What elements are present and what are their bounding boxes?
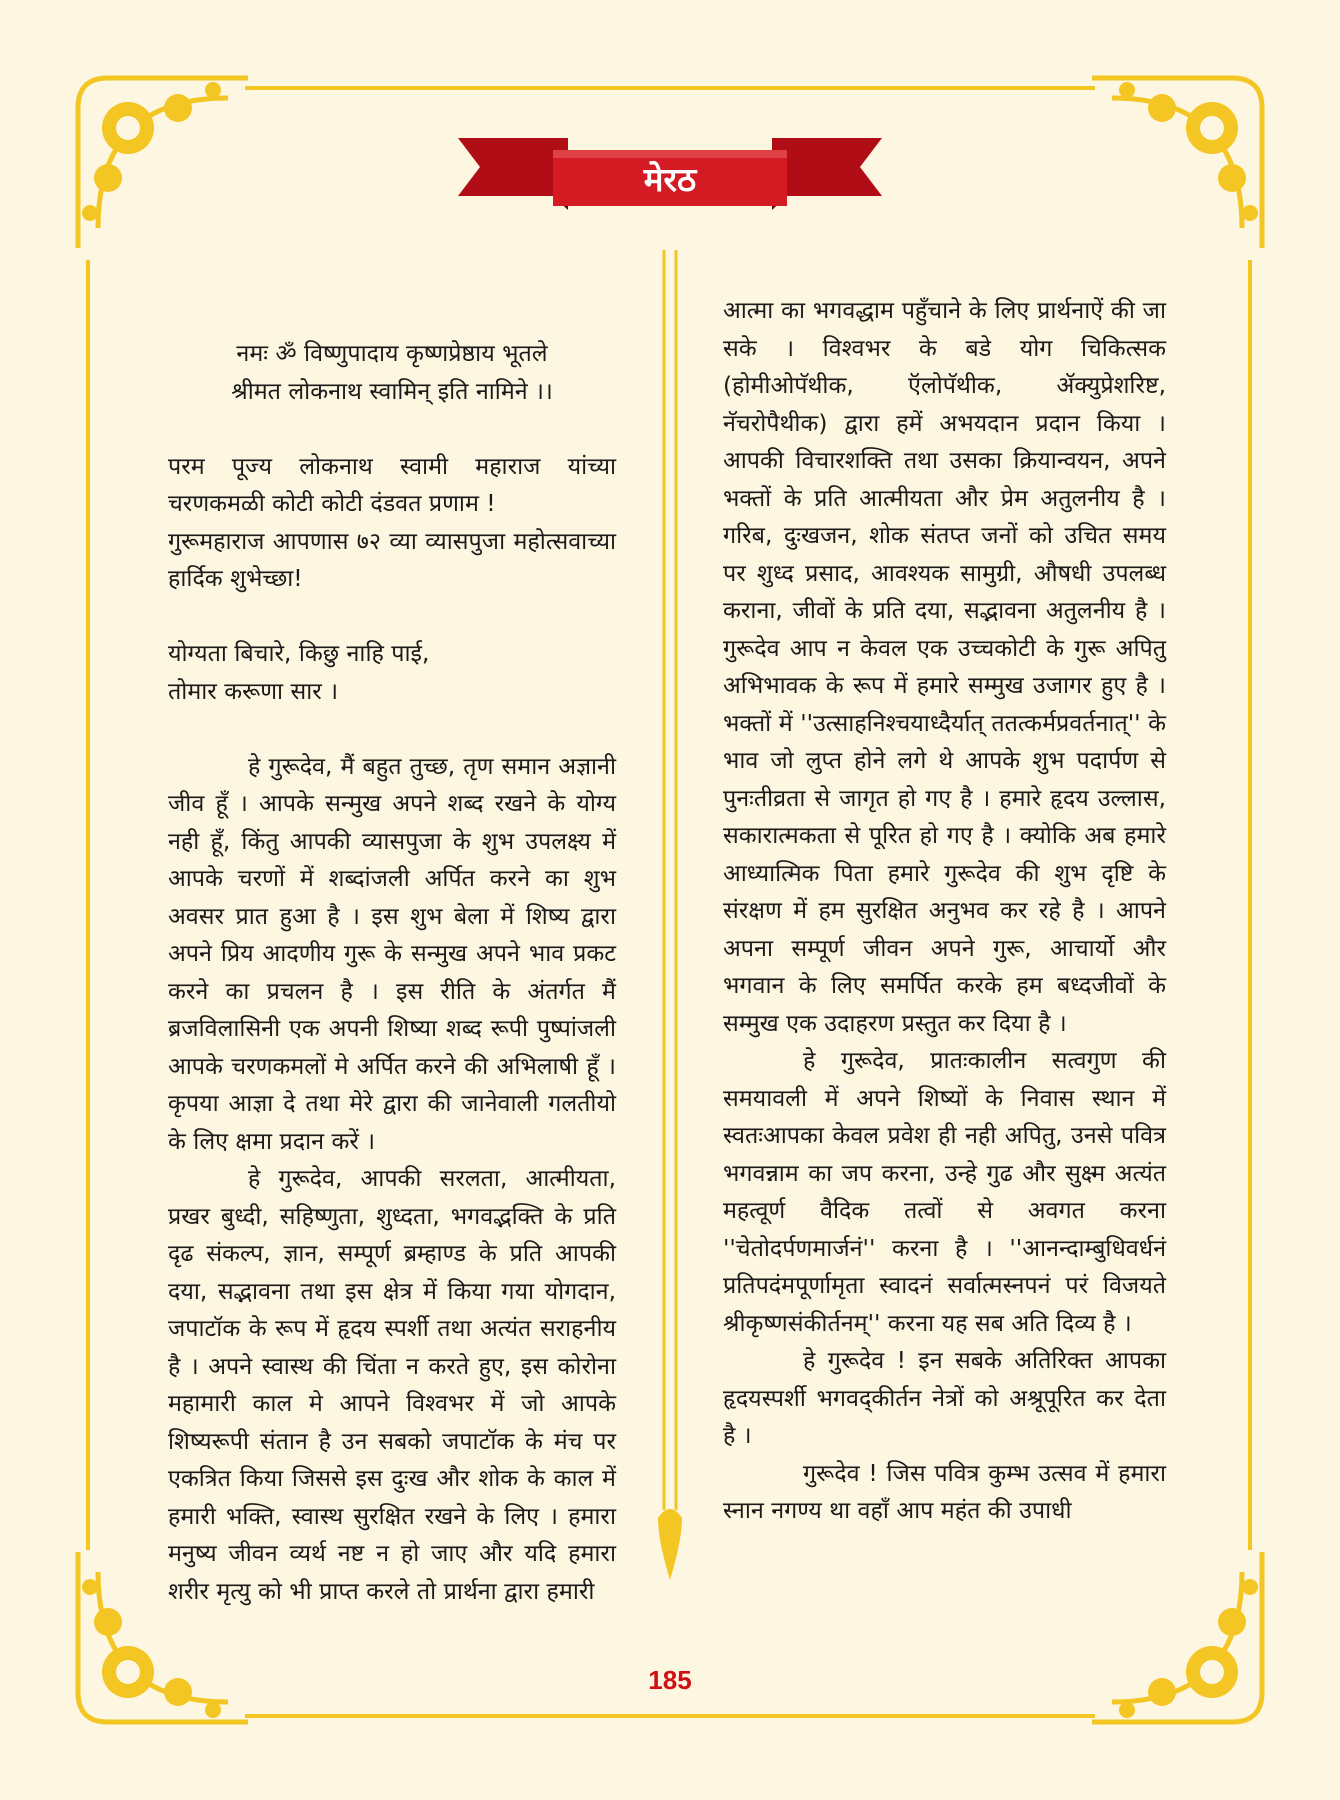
greeting-marathi-2: गुरूमहाराज आपणास ७२ व्या व्यासपुजा महोत्सवाच्या हार्दिक शुभेच्छा! — [168, 527, 616, 592]
paragraph: हे गुरूदेव, मैं बहुत तुच्छ, तृण समान अज्ञानी जीव हूँ । आपके सन्मुख अपने शब्द रखने के योग्य नही हूँ, किंतु आपकी व्यासपुजा के शुभ उपलक्ष्य में आपके चरणों में शब्दांजली अर्पित करने का शुभ अवसर प्रात हुआ है । इस शुभ बेला में शिष्य द्वारा अपने प्रिय आदणीय गुरू के सन्मुख अपने भाव प्रकट करने का प्रचलन है । इस रीति के अंतर्गत मैं ब्रजविलासिनी एक अपनी शिष्या शब्द रूपी पुष्पांजली आपके चरणकमलों मे अर्पित करने की अभिलाषी हूँ । कृपया आज्ञा दे तथा मेरे द्वारा की जानेवाली गलतीयो के लिए क्षमा प्रदान करें । — [168, 752, 616, 1155]
title-banner — [458, 118, 882, 228]
corner-ornament-bottom-right — [1082, 1542, 1272, 1732]
corner-ornament-top-right — [1082, 68, 1272, 258]
frame-bottom-line — [245, 1714, 1095, 1718]
couplet-line-1: योग्यता बिचारे, किछु नाहि पाई, — [168, 640, 430, 667]
paragraph: आत्मा का भगवद्धाम पहुँचाने के लिए प्रार्थनाऐं की जा सके । विश्वभर के बडे योग चिकित्सक (होमीओपॅथीक, ऍलोपॅथीक, ॲक्युप्रेशरिष्ट, नॅचरोपैथीक) द्वारा हमें अभयदान प्रदान किया । आपकी विचारशक्ति तथा उसका क्रियान्वयन, अपने भक्तों के प्रति आत्मीयता और प्रेम अतुलनीय है । गरिब, दुःखजन, शोक संतप्त जनों को उचित समय पर शुध्द प्रसाद, आवश्यक सामुग्री, औषधी उपलब्ध कराना, जीवों के प्रति दया, सद्भावना अतुलनीय है । गुरूदेव आप न केवल एक उच्चकोटी के गुरू अपितु अभिभावक के रूप में हमारे सम्मुख उजागर हुए है । भक्तों में ''उत्साहनिश्चयाध्दैर्यात् ततत्कर्मप्रवर्तनात्'' के भाव जो लुप्त होने लगे थे आपके शुभ पदार्पण से पुनःतीव्रता से जागृत हो गए है । हमारे हृदय उल्लास, सकारात्मकता से पूरित हो गए है । क्योकि अब हमारे आध्यात्मिक पिता हमारे गुरूदेव की शुभ दृष्टि के संरक्षण में हम सुरक्षित अनुभव कर रहे है । आपने अपना सम्पूर्ण जीवन अपने गुरू, आचार्यो और भगवान के लिए समर्पित करके हम बध्दजीवों के सम्मुख एक उदाहरण प्रस्तुत कर दिया है । — [723, 297, 1166, 1037]
column-divider — [650, 250, 690, 1590]
frame-top-line — [245, 86, 1095, 90]
greeting-marathi-1: परम पूज्य लोकनाथ स्वामी महाराज यांच्या चरणकमळी कोटी कोटी दंडवत प्रणाम ! — [168, 452, 616, 517]
paragraph: हे गुरूदेव ! इन सबके अतिरिक्त आपका हृदयस्पर्शी भगवद्कीर्तन नेत्रों को अश्रूपूरित कर देता है । — [723, 1347, 1166, 1449]
right-column — [723, 292, 1166, 1530]
page-number: 185 — [648, 1665, 692, 1695]
invocation-verse-line-1: नमः ॐ विष्णुपादाय कृष्णप्रेष्ठाय भूतले — [236, 340, 548, 367]
paragraph: हे गुरूदेव, आपकी सरलता, आत्मीयता, प्रखर बुध्दी, सहिष्णुता, शुध्दता, भगवद्भक्ति के प्रति दृढ संकल्प, ज्ञान, सम्पूर्ण ब्रम्हाण्ड के प्रति आपकी दया, सद्भावना तथा इस क्षेत्र में किया गया योगदान, जपाटॉक के रूप में हृदय स्पर्शी तथा अत्यंत सराहनीय है । अपने स्वास्थ की चिंता न करते हुए, इस कोरोना महामारी काल मे आपने विश्वभर में जो आपके शिष्यरूपी संतान है उन सबको जपाटॉक के मंच पर एकत्रित किया जिससे इस दुःख और शोक के काल में हमारी भक्ति, स्वास्थ सुरक्षित रखने के लिए । हमारा मनुष्य जीवन व्यर्थ नष्ट न हो जाए और यदि हमारा शरीर मृत्यु को भी प्राप्त करले तो प्रार्थना द्वारा हमारी — [168, 1165, 616, 1605]
couplet-line-2: तोमार करूणा सार । — [168, 677, 339, 705]
page-title: मेरठ — [643, 159, 697, 199]
left-column — [168, 335, 616, 1610]
corner-ornament-top-left — [68, 68, 258, 258]
invocation-verse-line-2: श्रीमत लोकनाथ स्वामिन् इति नामिने ।। — [231, 377, 553, 405]
frame-left-line — [86, 260, 90, 1550]
frame-right-line — [1248, 260, 1252, 1550]
paragraph: हे गुरूदेव, प्रातःकालीन सत्वगुण की समयावली में अपने शिष्यों के निवास स्थान में स्वतःआपका केवल प्रवेश ही नही अपितु, उनसे पवित्र भगवन्नाम का जप करना, उन्हे गुढ और सुक्ष्म अत्यंत महत्वूर्ण वैदिक तत्वों से अवगत करना ''चेतोदर्पणमार्जनं'' करना है । ''आनन्दाम्बुधिवर्धनं प्रतिपदंमपूर्णामृता स्वादनं सर्वात्मस्नपनं परं विजयते श्रीकृष्णसंकीर्तनम्'' करना यह सब अति दिव्य है । — [723, 1047, 1166, 1337]
paragraph: गुरूदेव ! जिस पवित्र कुम्भ उत्सव में हमारा स्नान नगण्य था वहाँ आप महंत की उपाधी — [723, 1459, 1166, 1524]
